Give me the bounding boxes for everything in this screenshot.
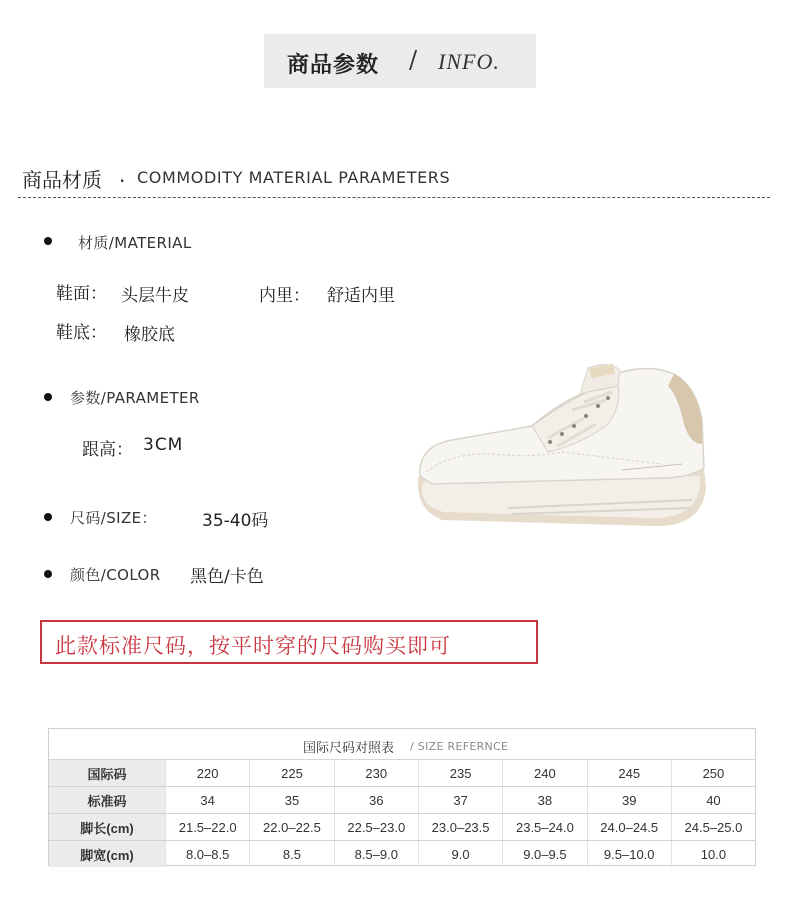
row-head-standard: 标准码	[49, 787, 166, 814]
size-table-title-cn: 国际尺码对照表	[303, 741, 395, 756]
table-cell: 220	[166, 760, 250, 787]
section-title-dot: .	[119, 163, 126, 187]
table-cell: 24.5–25.0	[671, 814, 755, 841]
section-title-en: COMMODITY MATERIAL PARAMETERS	[137, 168, 451, 187]
bullet-parameter	[44, 393, 52, 401]
sizing-notice-text: 此款标准尺码，按平时穿的尺码购买即可	[55, 634, 451, 658]
table-row	[49, 787, 755, 814]
table-cell: 24.0–24.5	[587, 814, 671, 841]
section-title-cn: 商品材质	[22, 168, 102, 192]
material-label: 材质/MATERIAL	[78, 234, 192, 252]
upper-value: 头层牛皮	[121, 286, 189, 306]
table-cell: 10.0	[671, 841, 755, 868]
row-head-foot-length: 脚长(cm)	[49, 814, 166, 841]
header-title-cn: 商品参数	[287, 53, 380, 78]
table-cell: 235	[418, 760, 502, 787]
bullet-material	[44, 237, 52, 245]
table-cell: 245	[587, 760, 671, 787]
table-cell: 37	[418, 787, 502, 814]
table-cell: 9.5–10.0	[587, 841, 671, 868]
heel-label: 跟高：	[82, 440, 133, 460]
table-cell: 34	[166, 787, 250, 814]
upper-label: 鞋面：	[56, 284, 107, 304]
table-cell: 8.0–8.5	[166, 841, 250, 868]
table-row	[49, 814, 755, 841]
table-cell: 23.5–24.0	[503, 814, 587, 841]
size-table-header	[49, 729, 755, 760]
table-row	[49, 841, 755, 868]
parameter-label: 参数/PARAMETER	[70, 389, 200, 407]
color-label: 颜色/COLOR	[70, 566, 161, 584]
sneaker-image	[412, 360, 712, 540]
row-head-intl: 国际码	[49, 760, 166, 787]
color-value: 黑色/卡色	[190, 567, 264, 587]
bullet-size	[44, 513, 52, 521]
row-head-foot-width: 脚宽(cm)	[49, 841, 166, 868]
table-cell: 225	[250, 760, 334, 787]
table-cell: 22.0–22.5	[250, 814, 334, 841]
heel-value: 3CM	[143, 435, 184, 455]
table-cell: 21.5–22.0	[166, 814, 250, 841]
table-cell: 8.5	[250, 841, 334, 868]
bullet-color	[44, 570, 52, 578]
header-title-en: INFO.	[438, 49, 500, 74]
table-cell: 250	[671, 760, 755, 787]
size-table-title-en: / SIZE REFERNCE	[410, 740, 509, 753]
table-cell: 230	[334, 760, 418, 787]
size-label: 尺码/SIZE：	[70, 509, 157, 527]
table-cell: 40	[671, 787, 755, 814]
table-cell: 36	[334, 787, 418, 814]
table-cell: 8.5–9.0	[334, 841, 418, 868]
table-cell: 9.0	[418, 841, 502, 868]
header-separator: /	[409, 46, 418, 74]
section-divider	[18, 197, 770, 198]
table-cell: 38	[503, 787, 587, 814]
table-row	[49, 760, 755, 787]
lining-value: 舒适内里	[327, 286, 395, 306]
size-table-grid	[49, 760, 755, 867]
table-cell: 22.5–23.0	[334, 814, 418, 841]
table-cell: 39	[587, 787, 671, 814]
table-cell: 23.0–23.5	[418, 814, 502, 841]
lining-label: 内里：	[259, 286, 310, 306]
table-cell: 35	[250, 787, 334, 814]
table-cell: 9.0–9.5	[503, 841, 587, 868]
table-cell: 240	[503, 760, 587, 787]
size-value: 35-40码	[202, 511, 269, 531]
sole-value: 橡胶底	[124, 325, 175, 345]
sole-label: 鞋底：	[56, 323, 107, 343]
